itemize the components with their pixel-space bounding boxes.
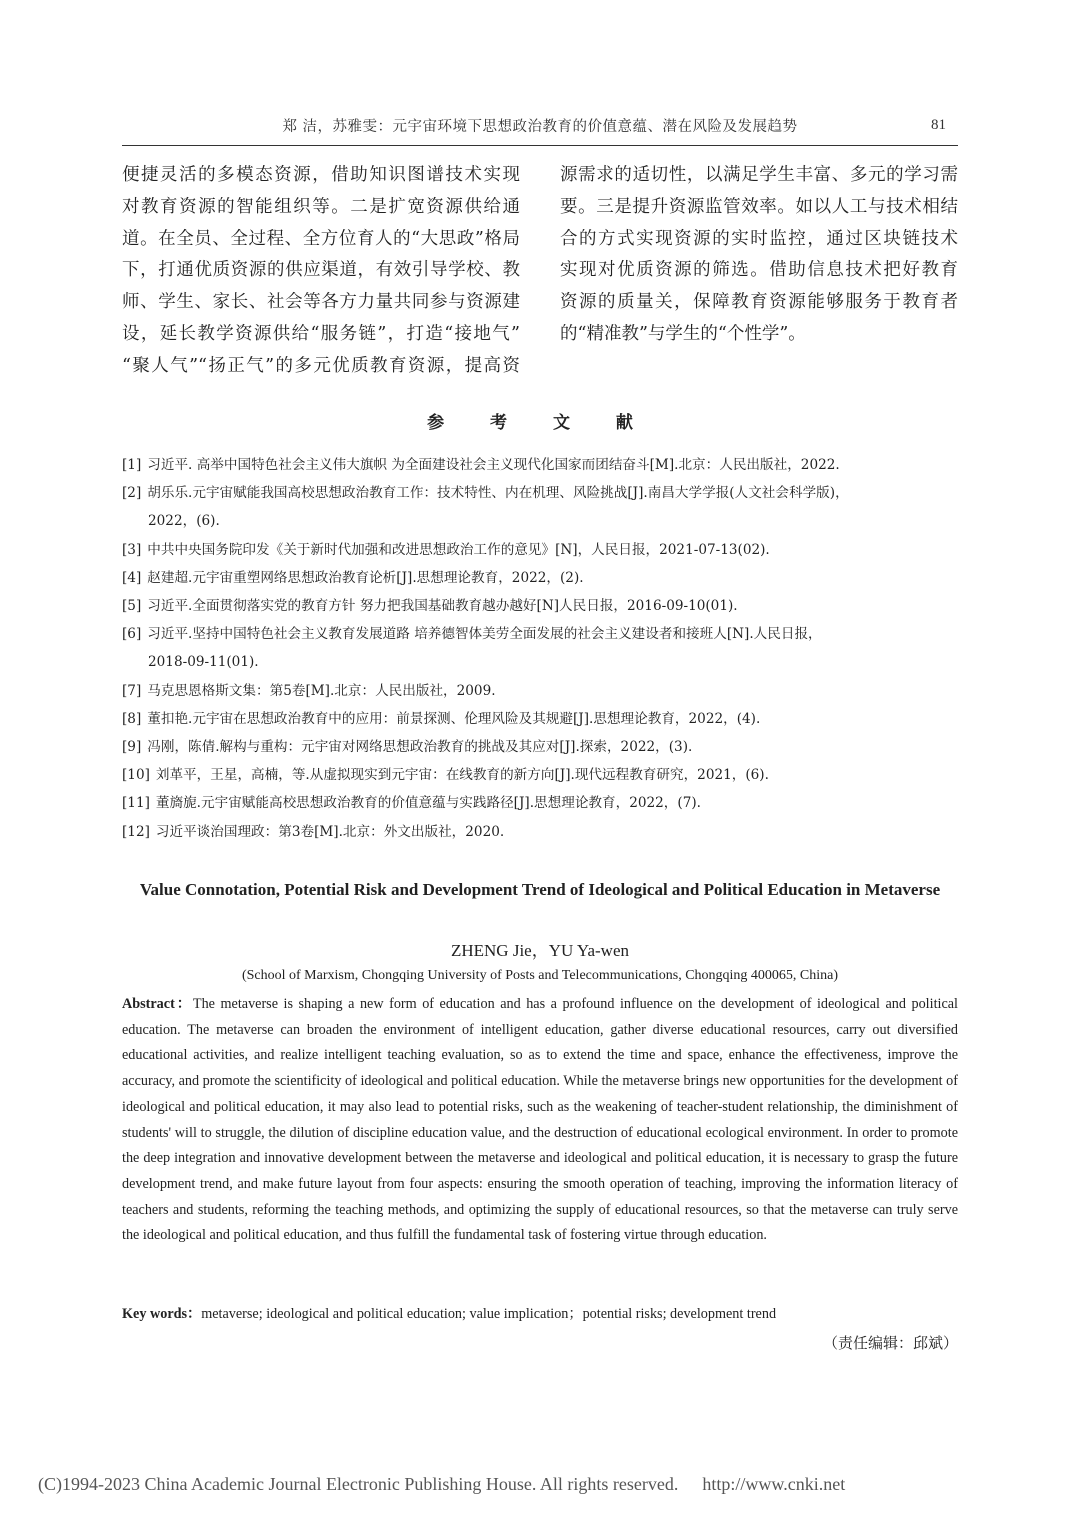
reference-number: [9] [122, 739, 142, 756]
reference-text: 习近平.坚持中国特色社会主义教育发展道路 培养德智体美劳全面发展的社会主义建设者和接班人[N].人民日报， [147, 626, 822, 643]
reference-text: 胡乐乐.元宇宙赋能我国高校思想政治教育工作：技术特性、内在机理、风险挑战[J].南昌大学学报(人文社会科学版)， [147, 485, 849, 502]
reference-item [122, 677, 958, 705]
reference-item [122, 733, 958, 761]
abstract-label: Abstract： [122, 996, 193, 1012]
body-line: 便捷灵活的多模态资源，借助知识图谱技术实现 [122, 165, 520, 185]
reference-number: [11] [122, 795, 150, 812]
reference-text: 赵建超.元宇宙重塑网络思想政治教育论析[J].思想理论教育，2022，(2). [147, 569, 584, 586]
page-number: 81 [931, 117, 946, 133]
body-line: “聚人气”“扬正气”的多元优质教育资源，提高资 [122, 355, 520, 376]
running-header [122, 113, 958, 146]
body-columns [122, 160, 958, 384]
english-title: Value Connotation, Potential Risk and Development Trend of Ideological and Political Education in Metaverse [139, 880, 941, 899]
reference-continuation: 2018-09-11(01). [148, 654, 259, 671]
left-column [122, 160, 520, 383]
abstract-text: The metaverse is shaping a new form of education and has a profound influence on the development of ideological and political education. The metaverse can broaden the environment of intelligent education, gather diverse educational resources, carry out diversified educational activities, and realize intelligent teaching evaluation, so as to extend the time and space, enhance the effectiveness, improve the accuracy, and promote the scientificity of ideological and political education. While the metaverse brings new opportunities for the development of ideological and political education, it may also lead to potential risks, such as the weakening of teacher-student relationship, the diminishment of students' will to struggle, the dilution of discipline education value, and the destruction of educational ecological environment. In order to promote the deep integration and innovative development between the metaverse and ideological and political education, it is necessary to grasp the future development trend, and make future layout from four aspects: ensuring the smooth operation of teaching, improving the information literacy of teachers and students, reforming the teaching methods, and optimizing the supply of educational resources, so that the metaverse can truly serve the ideological and political education, and thus fulfill the fundamental task of fostering virtue through education. [122, 996, 958, 1244]
reference-item [122, 789, 958, 817]
reference-item [122, 818, 958, 846]
reference-number: [8] [122, 710, 142, 727]
editor-note: （责任编辑：邱斌） [822, 1334, 958, 1352]
running-title: 郑 洁，苏雅雯：元宇宙环境下思想政治教育的价值意蕴、潜在风险及发展趋势 [282, 119, 798, 135]
english-affiliation: (School of Marxism, Chongqing University of Posts and Telecommunications, Chongqing 400065, China) [241, 968, 839, 983]
body-line: 设，延长教学资源供给“服务链”，打造“接地气” [122, 323, 520, 344]
reference-number: [2] [122, 485, 142, 502]
reference-text: 中共中央国务院印发《关于新时代加强和改进思想政治工作的意见》[N]，人民日报，2021-07-13(02). [147, 541, 770, 558]
footer [38, 1474, 1038, 1495]
reference-number: [3] [122, 541, 142, 558]
copyright-text: (C)1994-2023 China Academic Journal Electronic Publishing House. All rights reserved. [38, 1474, 679, 1494]
references-list [122, 451, 958, 846]
body-line: 实现对优质资源的筛选。借助信息技术把好教育 [560, 260, 958, 281]
reference-number: [6] [122, 626, 142, 643]
reference-text: 董扣艳.元宇宙在思想政治教育中的应用：前景探测、伦理风险及其规避[J].思想理论教育，2022，(4). [147, 710, 761, 727]
reference-text: 习近平.全面贯彻落实党的教育方针 努力把我国基础教育越办越好[N]人民日报，2016-09-10(01). [147, 598, 738, 615]
reference-item [122, 592, 958, 620]
reference-item [122, 620, 958, 676]
body-line: 的“精准教”与学生的“个性学”。 [560, 323, 806, 344]
reference-item [122, 761, 958, 789]
reference-item [122, 536, 958, 564]
reference-number: [1] [122, 457, 142, 473]
body-line: 对教育资源的智能组织等。二是扩宽资源供给通 [122, 196, 520, 217]
body-line: 道。在全员、全过程、全方位育人的“大思政”格局 [122, 228, 520, 249]
reference-item [122, 564, 958, 592]
reference-text: 刘革平，王星，高楠，等.从虚拟现实到元宇宙：在线教育的新方向[J].现代远程教育研究，2021，(6). [155, 767, 769, 784]
body-line: 师、学生、家长、社会等各方力量共同参与资源建 [122, 292, 520, 313]
body-line: 资源的质量关，保障教育资源能够服务于教育者 [560, 292, 958, 313]
reference-item [122, 705, 958, 733]
reference-text: 习近平. 高举中国特色社会主义伟大旗帜 为全面建设社会主义现代化国家而团结奋斗[M].北京：人民出版社，2022. [147, 457, 840, 473]
keywords-label: Key words： [122, 1306, 202, 1322]
references-heading: 参 考 文 献 [427, 413, 653, 433]
reference-item [122, 479, 958, 535]
reference-text: 冯刚，陈倩.解构与重构：元宇宙对网络思想政治教育的挑战及其应对[J].探索，2022，(3). [147, 739, 693, 756]
footer-url[interactable]: http://www.cnki.net [702, 1474, 846, 1494]
english-abstract [122, 992, 958, 1249]
body-line: 下，打通优质资源的供应渠道，有效引导学校、教 [122, 260, 520, 281]
reference-number: [12] [122, 823, 150, 840]
body-line: 要。三是提升资源监管效率。如以人工与技术相结 [560, 196, 958, 217]
keywords-text: metaverse; ideological and political education; value implication；potential risks; development trend [201, 1306, 777, 1322]
reference-number: [4] [122, 569, 142, 586]
english-authors: ZHENG Jie，YU Ya-wen [450, 941, 629, 960]
reference-item [122, 451, 958, 479]
body-line: 源需求的适切性，以满足学生丰富、多元的学习需 [560, 165, 958, 185]
reference-number: [10] [122, 767, 150, 784]
reference-number: [7] [122, 682, 142, 699]
right-column [560, 160, 958, 351]
reference-text: 董旖旎.元宇宙赋能高校思想政治教育的价值意蕴与实践路径[J].思想理论教育，2022，(7). [155, 795, 701, 812]
reference-text: 马克思恩格斯文集：第5卷[M].北京：人民出版社，2009. [147, 682, 496, 699]
reference-number: [5] [122, 598, 142, 615]
body-line: 合的方式实现资源的实时监控，通过区块链技术 [560, 228, 958, 249]
reference-text: 习近平谈治国理政：第3卷[M].北京：外文出版社，2020. [155, 823, 505, 840]
reference-continuation: 2022，(6). [148, 513, 220, 530]
english-keywords [122, 1302, 958, 1326]
